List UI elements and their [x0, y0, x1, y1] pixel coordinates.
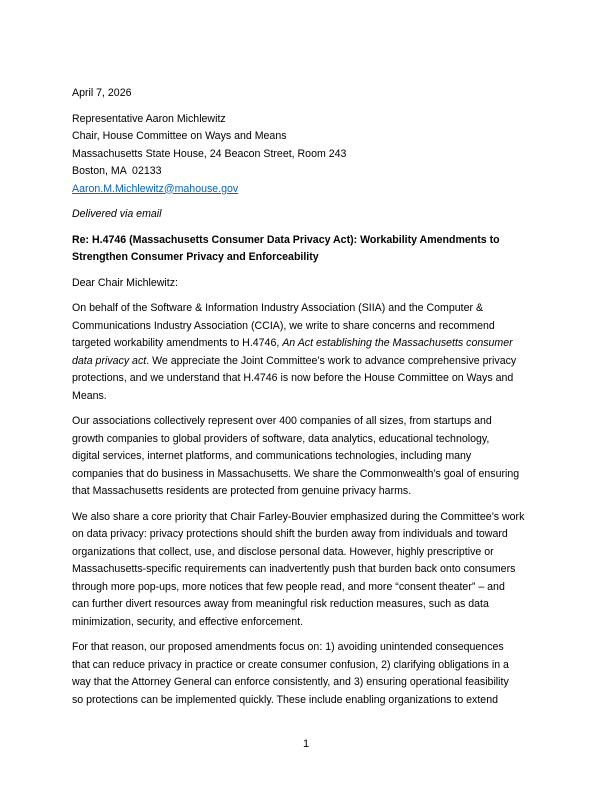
text-run: Massachusetts-specific requirements can inadvertently push that burden back onto consumers: [72, 563, 516, 575]
text-line: [72, 466, 554, 484]
text-line: [72, 249, 554, 267]
text-run: protections, and we understand that H.4746 is now before the House Committee on Ways and: [72, 372, 514, 384]
text-run: For that reason, our proposed amendments focus on: 1) avoiding unintended consequences: [72, 641, 504, 653]
text-line: [72, 163, 554, 181]
text-line: [72, 85, 554, 103]
text-line: [72, 318, 554, 336]
body-paragraph-1: [72, 300, 554, 405]
text-run: through more pop-ups, more notices that few people read, and more “consent theater” – and: [72, 580, 505, 593]
text-line: [72, 111, 554, 129]
text-line: [72, 275, 554, 293]
text-run: Boston, MA 02133: [72, 165, 162, 177]
email-link[interactable]: Aaron.M.Michlewitz@mahouse.gov: [72, 182, 239, 195]
text-line: [72, 596, 554, 614]
text-line: [72, 657, 554, 675]
text-run: Massachusetts State House, 24 Beacon Street, Room 243: [72, 147, 347, 160]
text-line: [72, 579, 554, 597]
text-line: [72, 335, 554, 353]
text-run: We also share a core priority that Chair Farley-Bouvier emphasized during the Committee’s work: [72, 510, 525, 523]
text-run: targeted workability amendments to H.4746,: [72, 337, 283, 349]
text-line: [72, 206, 554, 224]
text-run: so protections can be implemented quickly. These include enabling organizations to extend: [72, 693, 498, 706]
text-line: [72, 353, 554, 371]
text-line: [72, 526, 554, 544]
text-run: data privacy act: [72, 354, 147, 367]
text-run: Dear Chair Michlewitz:: [72, 276, 178, 289]
subject-line: [72, 232, 554, 267]
letter-content: [72, 85, 554, 717]
text-run: Re: H.4746 (Massachusetts Consumer Data Privacy Act): Workability Amendments to: [72, 233, 500, 246]
text-run: organizations that collect, use, and disclose personal data. However, highly prescriptive or: [72, 545, 494, 558]
text-line: [72, 614, 554, 632]
text-line: [72, 561, 554, 579]
text-line: [72, 692, 554, 710]
date-line: [72, 85, 554, 103]
text-line: [72, 232, 554, 250]
text-line: [72, 509, 554, 527]
body-paragraph-3: [72, 509, 554, 632]
text-run: Strengthen Consumer Privacy and Enforceability: [72, 251, 319, 263]
text-run: can further divert resources away from meaningful risk reduction measures, such as data: [72, 598, 489, 610]
text-line: [72, 388, 554, 406]
text-line: [72, 483, 554, 501]
text-run: Delivered via email: [72, 208, 162, 220]
body-paragraph-2: [72, 413, 554, 501]
salutation: [72, 275, 554, 293]
text-run: companies that do business in Massachusetts. We share the Commonwealth’s goal of ensuring: [72, 467, 520, 480]
text-line: [72, 300, 554, 318]
text-run: Representative Aaron Michlewitz: [72, 112, 226, 125]
body-paragraph-4: [72, 639, 554, 709]
text-line: [72, 431, 554, 449]
text-line: [72, 639, 554, 657]
text-run: on data privacy: privacy protections should shift the burden away from individuals and toward: [72, 528, 508, 540]
delivery-method-note: [72, 206, 554, 224]
page-number: 1: [302, 738, 310, 750]
text-run: Chair, House Committee on Ways and Means: [72, 130, 287, 142]
text-line: [72, 674, 554, 692]
text-run: way that the Attorney General can enforce consistently, and 3) ensuring operational feasibility: [72, 676, 509, 688]
text-run: . We appreciate the Joint Committee’s work to advance comprehensive privacy: [146, 354, 517, 367]
text-run: digital services, internet platforms, and communications technologies, including many: [72, 450, 472, 462]
text-run: minimization, security, and effective enforcement.: [72, 615, 304, 628]
recipient-address: [72, 111, 554, 199]
text-run: Communications Industry Association (CCIA), we write to share concerns and recommend: [72, 319, 495, 332]
text-line: [72, 544, 554, 562]
text-run: that Massachusetts residents are protected from genuine privacy harms.: [72, 485, 412, 497]
text-line: [72, 181, 554, 199]
text-line: [72, 413, 554, 431]
text-line: [72, 448, 554, 466]
text-line: [72, 146, 554, 164]
text-run: that can reduce privacy in practice or create consumer confusion, 2) clarifying obligations in a: [72, 658, 509, 671]
text-run: On behalf of the Software & Information Industry Association (SIIA) and the Computer &: [72, 302, 484, 314]
text-run: Means.: [72, 389, 107, 402]
text-line: [72, 128, 554, 146]
text-run: An Act establishing the Massachusetts consumer: [282, 337, 513, 349]
text-run: growth companies to global providers of software, data analytics, educational technology,: [72, 432, 490, 445]
text-run: Our associations collectively represent over 400 companies of all sizes, from startups and: [72, 415, 492, 427]
text-line: [72, 370, 554, 388]
text-run: April 7, 2026: [72, 87, 132, 99]
